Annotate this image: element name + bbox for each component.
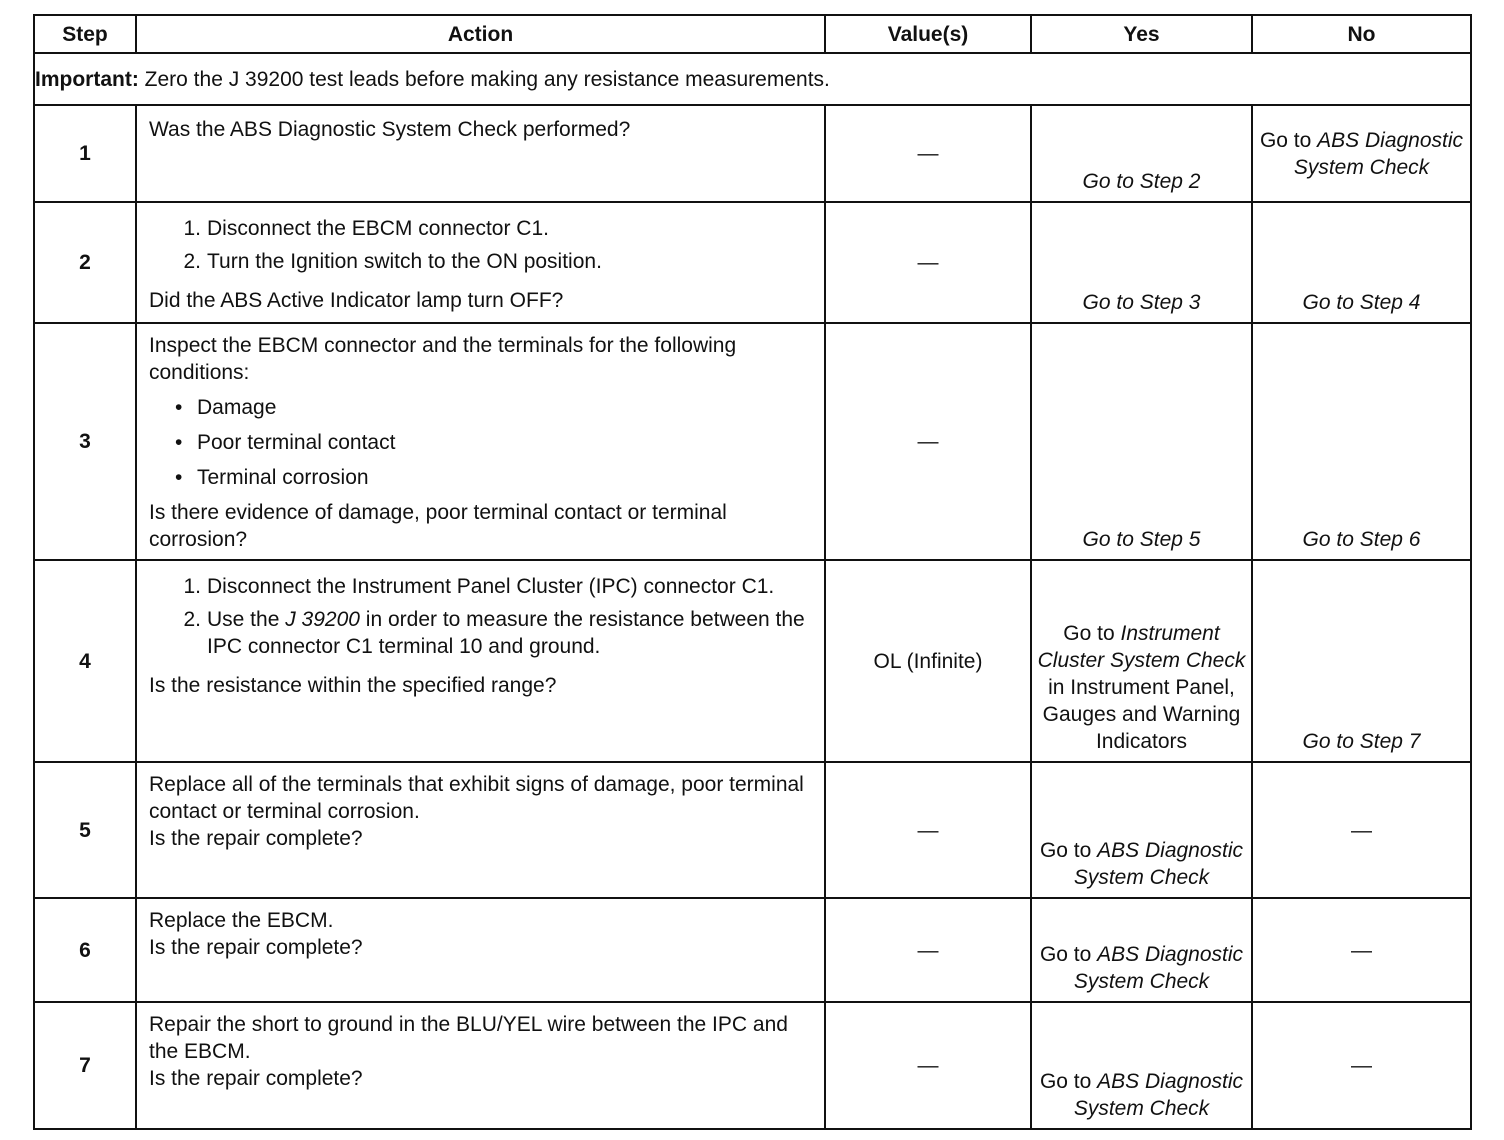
action-cell: [136, 105, 825, 202]
important-row: [34, 53, 1471, 105]
yes-link[interactable]: ABS Diagnostic System Check: [1073, 943, 1244, 993]
question: Is the repair complete?: [149, 827, 363, 850]
step-number: 5: [34, 762, 136, 898]
no-cell: —: [1252, 898, 1471, 1002]
step-number: 4: [34, 560, 136, 762]
question: Was the ABS Diagnostic System Check performed?: [149, 118, 631, 141]
step-number: 6: [34, 898, 136, 1002]
header-yes: Yes: [1031, 15, 1252, 53]
yes-cell: [1031, 762, 1252, 898]
important-note: [34, 53, 1471, 105]
header-action: Action: [136, 15, 825, 53]
table-row: [34, 898, 1471, 1002]
no-prefix: Go to: [1259, 128, 1318, 152]
step-number: 3: [34, 323, 136, 560]
list-item: 2. Turn the Ignition switch to the ON position.: [183, 250, 602, 273]
question: Is there evidence of damage, poor terminal contact or terminal corrosion?: [149, 501, 727, 551]
header-no: No: [1252, 15, 1471, 53]
yes-cell: [1031, 105, 1252, 202]
intro-text: Inspect the EBCM connector and the terminals for the following conditions:: [149, 334, 737, 384]
value-cell: —: [825, 1002, 1031, 1129]
action-cell: [136, 1002, 825, 1129]
header-row: [34, 15, 1471, 53]
no-cell: —: [1252, 1002, 1471, 1129]
table-row: [34, 105, 1471, 202]
table-row: [34, 560, 1471, 762]
list-item: • Damage: [197, 394, 814, 421]
yes-link[interactable]: Go to Step 2: [1082, 170, 1201, 193]
step-number: 2: [34, 202, 136, 323]
no-link[interactable]: Go to Step 4: [1302, 291, 1421, 314]
list-item: 2. Use the J 39200 in order to measure the resistance between the IPC connector C1 terminal 10 and ground.: [183, 608, 805, 658]
no-cell: [1252, 323, 1471, 560]
numbered-list: [149, 573, 814, 666]
step-number: 7: [34, 1002, 136, 1129]
action-text: Replace the EBCM.: [149, 909, 334, 932]
bullet-list: [149, 394, 814, 491]
action-cell: [136, 762, 825, 898]
yes-link[interactable]: Instrument Cluster System Check: [1037, 622, 1246, 672]
list-item: 1. Disconnect the EBCM connector C1.: [183, 217, 549, 240]
value-cell: —: [825, 105, 1031, 202]
value-cell: —: [825, 898, 1031, 1002]
value-cell: OL (Infinite): [825, 560, 1031, 762]
yes-cell: [1031, 202, 1252, 323]
yes-cell: [1031, 560, 1252, 762]
numbered-list: [149, 215, 814, 281]
yes-prefix: Go to: [1039, 1070, 1098, 1093]
yes-link[interactable]: Go to Step 5: [1082, 528, 1201, 551]
yes-suffix: in Instrument Panel, Gauges and Warning Indicators: [1042, 676, 1241, 753]
yes-link[interactable]: ABS Diagnostic System Check: [1073, 839, 1244, 889]
diagnostic-table: [33, 14, 1472, 1130]
yes-prefix: Go to: [1039, 839, 1098, 862]
table-row: [34, 323, 1471, 560]
header-step: Step: [34, 15, 136, 53]
table-row: [34, 202, 1471, 323]
table-row: [34, 762, 1471, 898]
action-text: Replace all of the terminals that exhibit signs of damage, poor terminal contact or terminal corrosion.: [149, 773, 804, 823]
list-item: 1. Disconnect the Instrument Panel Cluster (IPC) connector C1.: [183, 575, 775, 598]
question: Did the ABS Active Indicator lamp turn OFF?: [149, 289, 564, 312]
yes-link[interactable]: Go to Step 3: [1082, 291, 1201, 314]
list-item: • Terminal corrosion: [197, 464, 814, 491]
no-cell: [1252, 560, 1471, 762]
action-cell: [136, 323, 825, 560]
question: Is the repair complete?: [149, 1067, 363, 1090]
yes-cell: [1031, 1002, 1252, 1129]
question: Is the resistance within the specified range?: [149, 674, 557, 697]
no-link[interactable]: Go to Step 6: [1302, 528, 1421, 551]
value-cell: —: [825, 323, 1031, 560]
value-cell: —: [825, 202, 1031, 323]
yes-cell: [1031, 898, 1252, 1002]
question: Is the repair complete?: [149, 936, 363, 959]
tool-name: J 39200: [285, 608, 360, 631]
action-cell: [136, 560, 825, 762]
action-cell: [136, 202, 825, 323]
no-cell: [1252, 202, 1471, 323]
no-cell: [1252, 105, 1471, 202]
value-cell: —: [825, 762, 1031, 898]
no-link[interactable]: Go to Step 7: [1302, 730, 1421, 753]
no-cell: —: [1252, 762, 1471, 898]
table-row: [34, 1002, 1471, 1129]
step-number: 1: [34, 105, 136, 202]
list-item: • Poor terminal contact: [197, 429, 814, 456]
yes-prefix: Go to: [1039, 943, 1098, 966]
important-text: Zero the J 39200 test leads before making any resistance measurements.: [138, 67, 830, 91]
important-label: Important:: [35, 67, 139, 91]
action-text: Repair the short to ground in the BLU/YEL wire between the IPC and the EBCM.: [149, 1013, 788, 1063]
header-values: Value(s): [825, 15, 1031, 53]
yes-link[interactable]: ABS Diagnostic System Check: [1073, 1070, 1244, 1120]
no-link[interactable]: ABS Diagnostic System Check: [1293, 128, 1464, 179]
yes-cell: [1031, 323, 1252, 560]
action-cell: [136, 898, 825, 1002]
yes-prefix: Go to: [1063, 622, 1121, 645]
